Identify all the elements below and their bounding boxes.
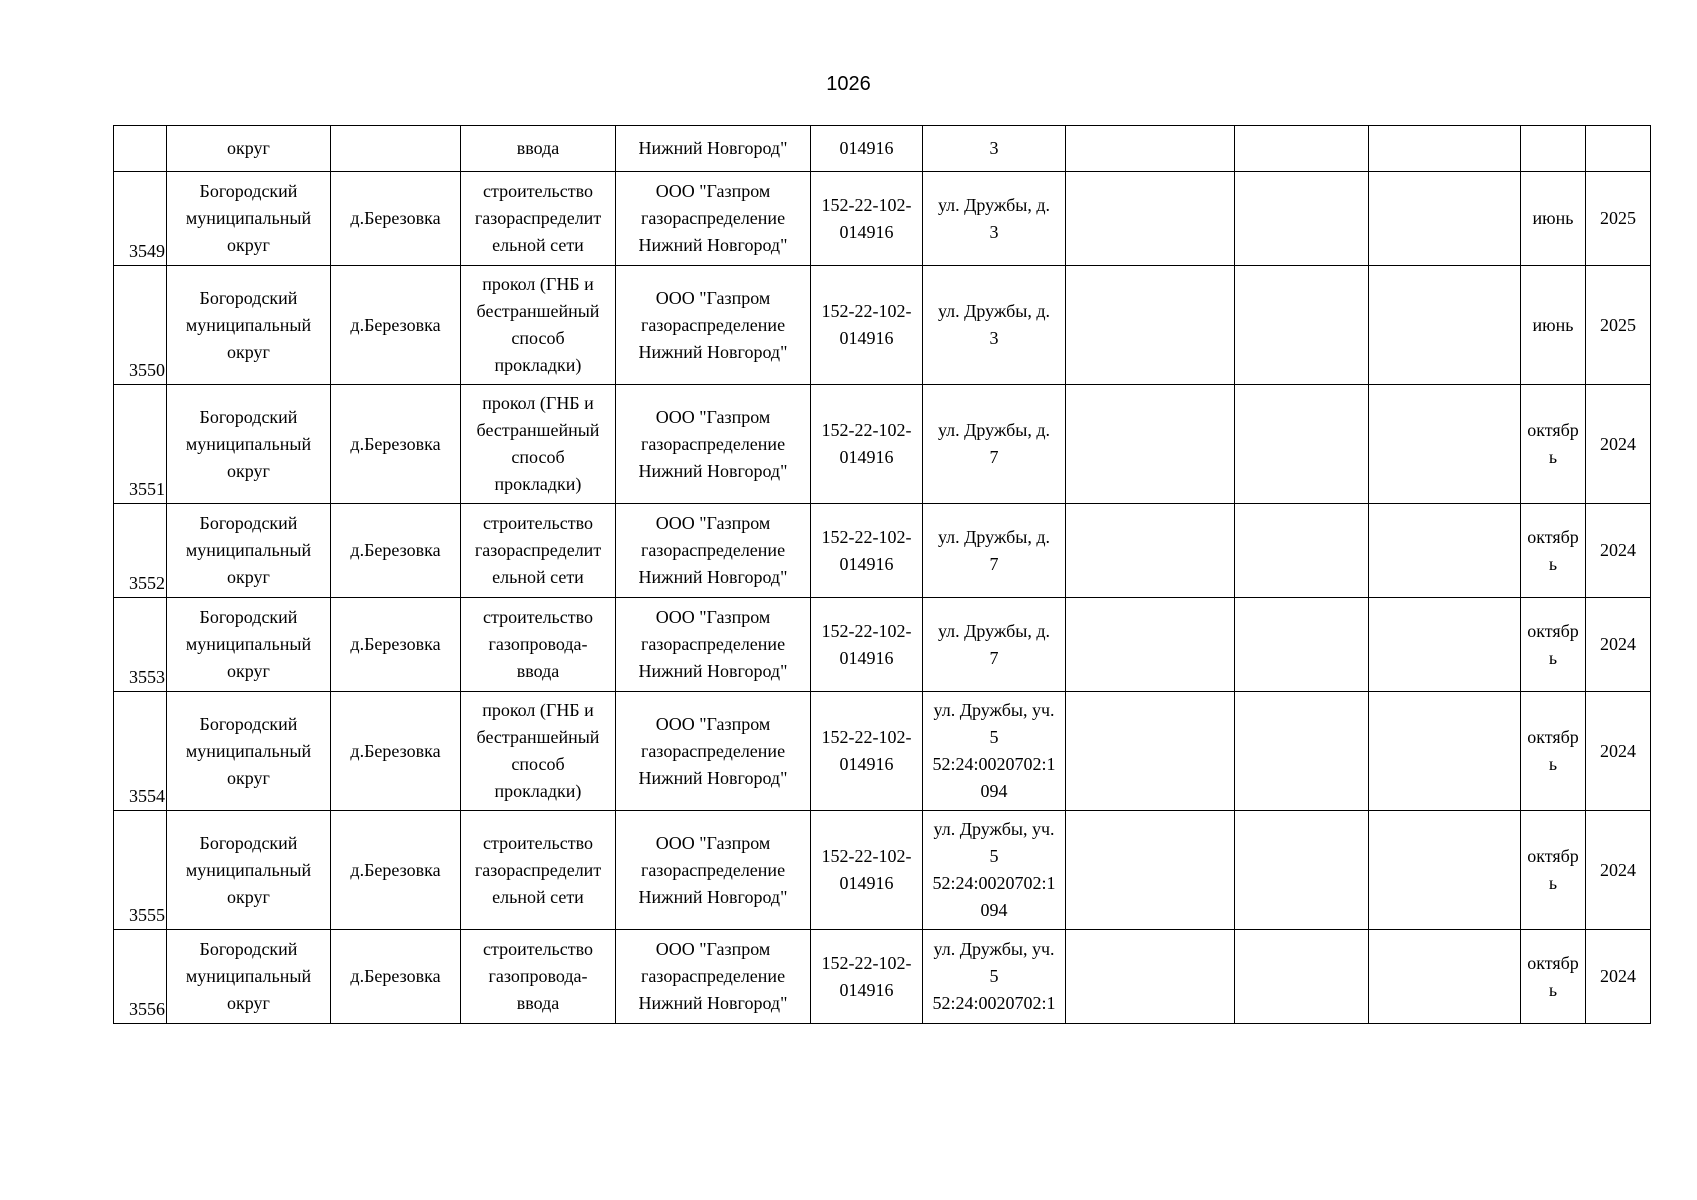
- district-cell: [167, 930, 331, 1024]
- empty-cell-3: [1369, 598, 1521, 692]
- row-number-cell: [114, 811, 167, 930]
- row-number-text: 3550: [129, 360, 165, 380]
- table-body: [114, 126, 1651, 1024]
- table-row: [114, 598, 1651, 692]
- address-text: ул. Дружбы, д. 7: [937, 526, 1051, 574]
- address-text: ул. Дружбы, д. 7: [937, 620, 1051, 668]
- district-cell: [167, 172, 331, 266]
- locality-text: д.Березовка: [350, 740, 441, 761]
- empty-cell-3: [1369, 385, 1521, 504]
- table-row: [114, 385, 1651, 504]
- district-text: Богородский муниципальный округ: [185, 607, 312, 681]
- table-row-partial: [114, 126, 1651, 172]
- code-text: 152-22-102- 014916: [821, 846, 912, 893]
- empty-cell-1: [1066, 811, 1235, 930]
- row-number-cell: [114, 692, 167, 811]
- year-cell: [1586, 126, 1651, 172]
- code-text: 152-22-102- 014916: [821, 727, 912, 774]
- organization-text: ООО "Газпром газораспределение Нижний Новгород": [638, 513, 788, 587]
- year-text: 2024: [1600, 966, 1636, 986]
- organization-cell: [616, 811, 811, 930]
- row-number-cell: [114, 598, 167, 692]
- address-cell: [923, 930, 1066, 1024]
- code-cell: [811, 692, 923, 811]
- address-text: 3: [989, 138, 999, 158]
- organization-cell: [616, 126, 811, 172]
- organization-text: ООО "Газпром газораспределение Нижний Новгород": [638, 832, 788, 907]
- year-text: 2024: [1600, 540, 1636, 560]
- month-cell: [1521, 598, 1586, 692]
- district-cell: [167, 385, 331, 504]
- organization-text: ООО "Газпром газораспределение Нижний Новгород": [638, 287, 788, 362]
- organization-text: ООО "Газпром газораспределение Нижний Новгород": [638, 406, 788, 481]
- month-text: июнь: [1532, 314, 1574, 335]
- locality-cell: [331, 266, 461, 385]
- organization-cell: [616, 504, 811, 598]
- code-text: 014916: [839, 138, 894, 158]
- organization-cell: [616, 266, 811, 385]
- empty-cell-3: [1369, 692, 1521, 811]
- year-cell: [1586, 172, 1651, 266]
- empty-cell-1: [1066, 172, 1235, 266]
- row-number-text: 3555: [129, 905, 165, 925]
- month-cell: [1521, 504, 1586, 598]
- locality-cell: [331, 811, 461, 930]
- district-text: Богородский муниципальный округ: [185, 181, 312, 255]
- work-type-text: строительство газораспределит ельной сети: [474, 513, 602, 587]
- district-cell: [167, 126, 331, 172]
- data-table: [113, 125, 1651, 1024]
- district-cell: [167, 504, 331, 598]
- code-text: 152-22-102- 014916: [821, 301, 912, 348]
- locality-cell: [331, 172, 461, 266]
- address-text: ул. Дружбы, д. 3: [937, 194, 1051, 242]
- table-row: [114, 811, 1651, 930]
- address-text: ул. Дружбы, уч. 5 52:24:0020702:1: [932, 939, 1056, 1013]
- address-cell: [923, 266, 1066, 385]
- code-text: 152-22-102- 014916: [821, 194, 912, 242]
- empty-cell-1: [1066, 504, 1235, 598]
- year-text: 2024: [1600, 859, 1636, 880]
- month-cell: [1521, 266, 1586, 385]
- work-type-text: прокол (ГНБ и бестраншейный способ прокладки): [476, 700, 600, 801]
- empty-cell-2: [1235, 385, 1369, 504]
- work-type-cell: [461, 504, 616, 598]
- work-type-text: строительство газораспределит ельной сети: [474, 181, 602, 255]
- row-number-text: 3553: [129, 667, 165, 687]
- district-text: Богородский муниципальный округ: [185, 406, 312, 481]
- address-cell: [923, 692, 1066, 811]
- work-type-cell: [461, 692, 616, 811]
- district-text: Богородский муниципальный округ: [185, 287, 312, 362]
- year-cell: [1586, 385, 1651, 504]
- district-text: Богородский муниципальный округ: [185, 939, 312, 1013]
- empty-cell-3: [1369, 126, 1521, 172]
- empty-cell-2: [1235, 266, 1369, 385]
- empty-cell-1: [1066, 385, 1235, 504]
- work-type-text: строительство газопровода- ввода: [483, 939, 593, 1013]
- locality-cell: [331, 692, 461, 811]
- code-text: 152-22-102- 014916: [821, 952, 912, 1000]
- row-number-cell: [114, 930, 167, 1024]
- organization-cell: [616, 692, 811, 811]
- address-cell: [923, 811, 1066, 930]
- district-cell: [167, 692, 331, 811]
- work-type-cell: [461, 385, 616, 504]
- year-text: 2024: [1600, 433, 1636, 454]
- organization-cell: [616, 930, 811, 1024]
- organization-text: ООО "Газпром газораспределение Нижний Новгород": [638, 713, 788, 788]
- empty-cell-2: [1235, 598, 1369, 692]
- row-number-cell: [114, 172, 167, 266]
- locality-text: д.Березовка: [350, 540, 441, 560]
- district-cell: [167, 266, 331, 385]
- row-number-text: 3549: [129, 241, 165, 261]
- row-number-text: 3554: [129, 786, 165, 806]
- locality-text: д.Березовка: [350, 966, 441, 986]
- district-text: округ: [227, 138, 270, 158]
- table-row: [114, 504, 1651, 598]
- district-cell: [167, 598, 331, 692]
- address-text: ул. Дружбы, уч. 5 52:24:0020702:1 094: [932, 700, 1056, 801]
- month-cell: [1521, 811, 1586, 930]
- year-text: 2024: [1600, 634, 1636, 654]
- code-cell: [811, 172, 923, 266]
- table-row: [114, 266, 1651, 385]
- address-cell: [923, 172, 1066, 266]
- organization-text: ООО "Газпром газораспределение Нижний Новгород": [638, 939, 788, 1013]
- work-type-cell: [461, 172, 616, 266]
- empty-cell-1: [1066, 930, 1235, 1024]
- month-text: октябр ь: [1527, 727, 1579, 774]
- code-cell: [811, 385, 923, 504]
- year-cell: [1586, 930, 1651, 1024]
- empty-cell-1: [1066, 598, 1235, 692]
- year-text: 2024: [1600, 740, 1636, 761]
- month-text: июнь: [1532, 208, 1574, 228]
- locality-cell: [331, 930, 461, 1024]
- page-number: 1026: [826, 73, 871, 95]
- locality-cell: [331, 598, 461, 692]
- empty-cell-2: [1235, 692, 1369, 811]
- empty-cell-2: [1235, 126, 1369, 172]
- code-cell: [811, 598, 923, 692]
- locality-text: д.Березовка: [350, 314, 441, 335]
- address-text: ул. Дружбы, д. 3: [937, 301, 1051, 348]
- row-number-cell: [114, 504, 167, 598]
- row-number-text: 3556: [129, 999, 165, 1019]
- locality-text: д.Березовка: [350, 634, 441, 654]
- year-text: 2025: [1600, 314, 1636, 335]
- month-text: октябр ь: [1527, 846, 1579, 893]
- code-cell: [811, 266, 923, 385]
- year-text: 2025: [1600, 208, 1636, 228]
- code-cell: [811, 504, 923, 598]
- work-type-cell: [461, 266, 616, 385]
- table-row: [114, 692, 1651, 811]
- work-type-text: прокол (ГНБ и бестраншейный способ прокладки): [476, 393, 600, 494]
- locality-cell: [331, 126, 461, 172]
- code-text: 152-22-102- 014916: [821, 620, 912, 668]
- work-type-text: ввода: [516, 138, 560, 158]
- table-row: [114, 930, 1651, 1024]
- month-cell: [1521, 172, 1586, 266]
- row-number-cell: [114, 266, 167, 385]
- organization-text: ООО "Газпром газораспределение Нижний Новгород": [638, 181, 788, 255]
- address-cell: [923, 126, 1066, 172]
- organization-cell: [616, 385, 811, 504]
- year-cell: [1586, 598, 1651, 692]
- district-text: Богородский муниципальный округ: [185, 832, 312, 907]
- locality-text: д.Березовка: [350, 859, 441, 880]
- empty-cell-2: [1235, 504, 1369, 598]
- locality-cell: [331, 504, 461, 598]
- code-cell: [811, 126, 923, 172]
- locality-cell: [331, 385, 461, 504]
- empty-cell-3: [1369, 811, 1521, 930]
- empty-cell-1: [1066, 266, 1235, 385]
- empty-cell-3: [1369, 172, 1521, 266]
- month-text: октябр ь: [1527, 952, 1579, 1000]
- month-text: октябр ь: [1527, 420, 1579, 467]
- organization-text: Нижний Новгород": [638, 138, 788, 158]
- work-type-text: строительство газораспределит ельной сети: [474, 832, 602, 907]
- locality-text: д.Березовка: [350, 433, 441, 454]
- empty-cell-2: [1235, 930, 1369, 1024]
- work-type-text: строительство газопровода- ввода: [483, 607, 593, 681]
- address-cell: [923, 385, 1066, 504]
- address-cell: [923, 504, 1066, 598]
- work-type-cell: [461, 811, 616, 930]
- locality-text: д.Березовка: [350, 208, 441, 228]
- code-text: 152-22-102- 014916: [821, 526, 912, 574]
- address-cell: [923, 598, 1066, 692]
- table-row: [114, 172, 1651, 266]
- empty-cell-1: [1066, 126, 1235, 172]
- work-type-cell: [461, 126, 616, 172]
- work-type-cell: [461, 598, 616, 692]
- month-cell: [1521, 385, 1586, 504]
- organization-text: ООО "Газпром газораспределение Нижний Новгород": [638, 607, 788, 681]
- organization-cell: [616, 172, 811, 266]
- organization-cell: [616, 598, 811, 692]
- row-number-cell: [114, 385, 167, 504]
- year-cell: [1586, 692, 1651, 811]
- work-type-text: прокол (ГНБ и бестраншейный способ прокладки): [476, 274, 600, 375]
- year-cell: [1586, 266, 1651, 385]
- row-number-cell: [114, 126, 167, 172]
- district-text: Богородский муниципальный округ: [185, 513, 312, 587]
- district-text: Богородский муниципальный округ: [185, 713, 312, 788]
- code-text: 152-22-102- 014916: [821, 420, 912, 467]
- empty-cell-3: [1369, 266, 1521, 385]
- empty-cell-3: [1369, 504, 1521, 598]
- row-number-text: 3551: [129, 479, 165, 499]
- month-text: октябр ь: [1527, 526, 1579, 574]
- month-cell: [1521, 126, 1586, 172]
- code-cell: [811, 811, 923, 930]
- year-cell: [1586, 811, 1651, 930]
- year-cell: [1586, 504, 1651, 598]
- month-cell: [1521, 930, 1586, 1024]
- empty-cell-2: [1235, 172, 1369, 266]
- empty-cell-1: [1066, 692, 1235, 811]
- month-text: октябр ь: [1527, 620, 1579, 668]
- row-number-text: 3552: [129, 573, 165, 593]
- month-cell: [1521, 692, 1586, 811]
- address-text: ул. Дружбы, д. 7: [937, 420, 1051, 467]
- empty-cell-2: [1235, 811, 1369, 930]
- work-type-cell: [461, 930, 616, 1024]
- empty-cell-3: [1369, 930, 1521, 1024]
- code-cell: [811, 930, 923, 1024]
- address-text: ул. Дружбы, уч. 5 52:24:0020702:1 094: [932, 819, 1056, 920]
- district-cell: [167, 811, 331, 930]
